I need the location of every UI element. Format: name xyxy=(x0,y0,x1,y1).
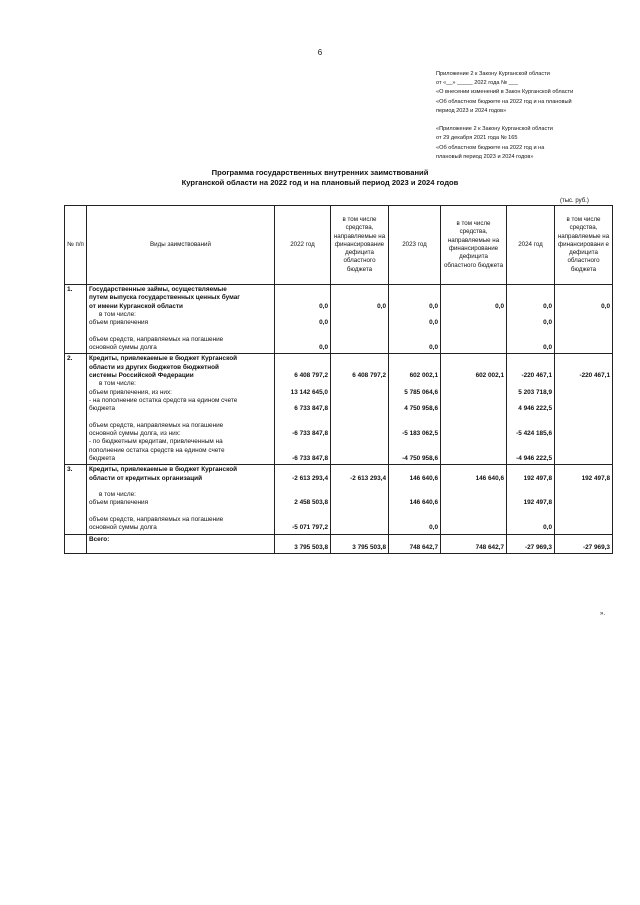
row-sub: бюджета xyxy=(89,405,116,413)
value: -220 467,1 xyxy=(521,371,552,379)
unit-note: (тыс. руб.) xyxy=(560,198,589,204)
value: 0,0 xyxy=(543,302,552,310)
value: -4 946 222,5 xyxy=(516,454,552,462)
cell-2024 xyxy=(507,354,555,465)
value: -27 969,3 xyxy=(582,543,610,551)
value: 0,0 xyxy=(429,524,438,532)
total-2024 xyxy=(507,534,555,554)
value: -5 071 797,2 xyxy=(292,524,328,532)
row-sub: объем привлечения xyxy=(89,319,149,327)
table-row xyxy=(65,354,613,465)
appendix-line: период 2023 и 2024 годов» xyxy=(436,107,507,114)
row-title: Кредиты, привлекаемые в бюджет Курганской xyxy=(89,355,238,363)
value: 602 002,1 xyxy=(475,371,504,379)
value: 13 142 645,0 xyxy=(290,388,328,396)
appendix-line: от 29 декабря 2021 года № 165 xyxy=(436,135,518,142)
row-description xyxy=(87,354,275,465)
value: 6 408 797,2 xyxy=(294,371,328,379)
document-title xyxy=(0,168,640,188)
cell-2024 xyxy=(507,285,555,354)
header-deficit-2022: в том числе средства, направляемые на финансирование дефицита областного бюджета xyxy=(331,206,389,285)
value: 146 640,6 xyxy=(409,474,438,482)
value: 0,0 xyxy=(601,302,610,310)
appendix-line: «Об областном бюджете на 2022 год и на xyxy=(436,144,545,151)
value: 5 785 064,6 xyxy=(404,388,438,396)
value: 146 640,6 xyxy=(409,499,438,507)
value: 0,0 xyxy=(543,344,552,352)
cell-2022 xyxy=(275,465,331,534)
closing-quote-mark: ». xyxy=(600,611,606,617)
value: 0,0 xyxy=(429,302,438,310)
value: 6 733 847,8 xyxy=(294,405,328,413)
row-sub: - на пополнение остатка средств на едином счете xyxy=(89,396,238,404)
row-sub: основной суммы долга, из них: xyxy=(89,430,181,438)
row-title: системы Российской Федерации xyxy=(89,371,194,379)
appendix-line: Приложение 2 к Закону Курганской области xyxy=(436,71,550,77)
title-line-1: Программа государственных внутренних заимствований xyxy=(211,168,429,177)
cell-2023 xyxy=(389,354,441,465)
row-number: 3. xyxy=(65,465,87,534)
row-title: области от кредитных организаций xyxy=(89,474,203,482)
appendix-note xyxy=(436,70,636,162)
appendix-line xyxy=(436,116,636,125)
value: -6 733 847,8 xyxy=(292,454,328,462)
value: 0,0 xyxy=(377,302,386,310)
row-sub: объем привлечения xyxy=(89,499,149,507)
value: 4 750 958,6 xyxy=(404,405,438,413)
cell-deficit-2023 xyxy=(441,354,507,465)
value: -220 467,1 xyxy=(579,371,610,379)
row-sub: бюджета xyxy=(89,454,116,462)
total-2023 xyxy=(389,534,441,554)
cell-deficit-2022 xyxy=(331,354,389,465)
value: -27 969,3 xyxy=(524,543,552,551)
cell-deficit-2023 xyxy=(441,285,507,354)
value: 2 458 503,8 xyxy=(294,499,328,507)
row-incl: в том числе: xyxy=(99,491,136,499)
total-2022 xyxy=(275,534,331,554)
value: 3 795 503,8 xyxy=(294,543,328,551)
value: 0,0 xyxy=(319,344,328,352)
value: 146 640,6 xyxy=(475,474,504,482)
table-row xyxy=(65,465,613,534)
header-kind: Виды заимствований xyxy=(87,206,275,285)
cell-2024 xyxy=(507,465,555,534)
appendix-line: «О внесении изменений в Закон Курганской области xyxy=(436,89,574,96)
cell-2023 xyxy=(389,285,441,354)
appendix-line: «Об областном бюджете на 2022 год и на плановый xyxy=(436,98,572,105)
cell-2023 xyxy=(389,465,441,534)
row-title: Кредиты, привлекаемые в бюджет Курганской xyxy=(89,466,238,474)
row-description xyxy=(87,465,275,534)
row-sub: объем привлечения, из них: xyxy=(89,388,172,396)
value: -6 733 847,8 xyxy=(292,430,328,438)
value: 0,0 xyxy=(429,344,438,352)
header-2023: 2023 год xyxy=(389,206,441,285)
row-title: Государственные займы, осуществляемые xyxy=(89,286,227,293)
value: -5 183 062,5 xyxy=(402,430,438,438)
borrowing-program-table xyxy=(64,205,613,554)
value: 748 642,7 xyxy=(475,543,504,551)
appendix-line: «Приложение 2 к Закону Курганской области xyxy=(436,126,553,133)
value: 0,0 xyxy=(429,319,438,327)
header-deficit-2023: в том числе средства, направляемые на финансирование дефицита областного бюджета xyxy=(441,206,507,285)
value: 602 002,1 xyxy=(409,371,438,379)
value: 3 795 503,8 xyxy=(352,543,386,551)
value: 0,0 xyxy=(319,319,328,327)
cell-2022 xyxy=(275,285,331,354)
row-sub: объем средств, направляемых на погашение xyxy=(89,421,224,429)
total-deficit-2024 xyxy=(555,534,613,554)
row-description xyxy=(87,285,275,354)
row-title: путем выпуска государственных ценных бумаг xyxy=(89,294,240,302)
value: 0,0 xyxy=(495,302,504,310)
page-number: 6 xyxy=(317,48,323,57)
cell-2022 xyxy=(275,354,331,465)
row-incl: в том числе: xyxy=(99,310,136,318)
value: 748 642,7 xyxy=(409,543,438,551)
row-number: 1. xyxy=(65,285,87,354)
total-row xyxy=(65,534,613,554)
value: 192 497,8 xyxy=(581,474,610,482)
cell-deficit-2024 xyxy=(555,285,613,354)
table-header-row xyxy=(65,206,613,285)
cell-deficit-2022 xyxy=(331,465,389,534)
total-label-cell xyxy=(87,534,275,554)
row-sub: основной суммы долга xyxy=(89,344,157,352)
cell-deficit-2023 xyxy=(441,465,507,534)
value: 192 497,8 xyxy=(523,499,552,507)
row-sub: основной суммы долга xyxy=(89,524,157,532)
value: 0,0 xyxy=(319,302,328,310)
value: 5 203 718,9 xyxy=(518,388,552,396)
row-title: области из других бюджетов бюджетной xyxy=(89,363,219,371)
header-2024: 2024 год xyxy=(507,206,555,285)
row-sub: пополнение остатка средств на едином счете xyxy=(89,446,225,454)
row-incl: в том числе: xyxy=(99,380,136,388)
total-deficit-2023 xyxy=(441,534,507,554)
cell-deficit-2024 xyxy=(555,465,613,534)
header-2022: 2022 год xyxy=(275,206,331,285)
value: -5 424 185,6 xyxy=(516,430,552,438)
total-deficit-2022 xyxy=(331,534,389,554)
value: 0,0 xyxy=(543,319,552,327)
row-sub: - по бюджетным кредитам, привлеченным на xyxy=(89,438,223,446)
value: 6 408 797,2 xyxy=(352,371,386,379)
appendix-line: от «__» _____ 2022 года № ___ xyxy=(436,80,518,87)
row-sub: объем средств, направляемых на погашение xyxy=(89,335,224,343)
row-number: 2. xyxy=(65,354,87,465)
value: 192 497,8 xyxy=(523,474,552,482)
value: 0,0 xyxy=(543,524,552,532)
table-row xyxy=(65,285,613,354)
value: -4 750 958,6 xyxy=(402,454,438,462)
total-label: Всего: xyxy=(89,535,110,543)
row-sub: объем средств, направляемых на погашение xyxy=(89,516,224,524)
row-title: от имени Курганской области xyxy=(89,302,183,310)
total-num-cell xyxy=(65,534,87,554)
value: -2 613 293,4 xyxy=(350,474,386,482)
value: 4 946 222,5 xyxy=(518,405,552,413)
cell-deficit-2024 xyxy=(555,354,613,465)
cell-deficit-2022 xyxy=(331,285,389,354)
title-line-2: Курганской области на 2022 год и на плановый период 2023 и 2024 годов xyxy=(181,178,459,187)
value: -2 613 293,4 xyxy=(292,474,328,482)
header-num: № п/п xyxy=(65,206,87,285)
appendix-line: плановый период 2023 и 2024 годов» xyxy=(436,153,534,160)
header-deficit-2024: в том числе средства, направляемые на финансировани е дефицита областного бюджета xyxy=(555,206,613,285)
